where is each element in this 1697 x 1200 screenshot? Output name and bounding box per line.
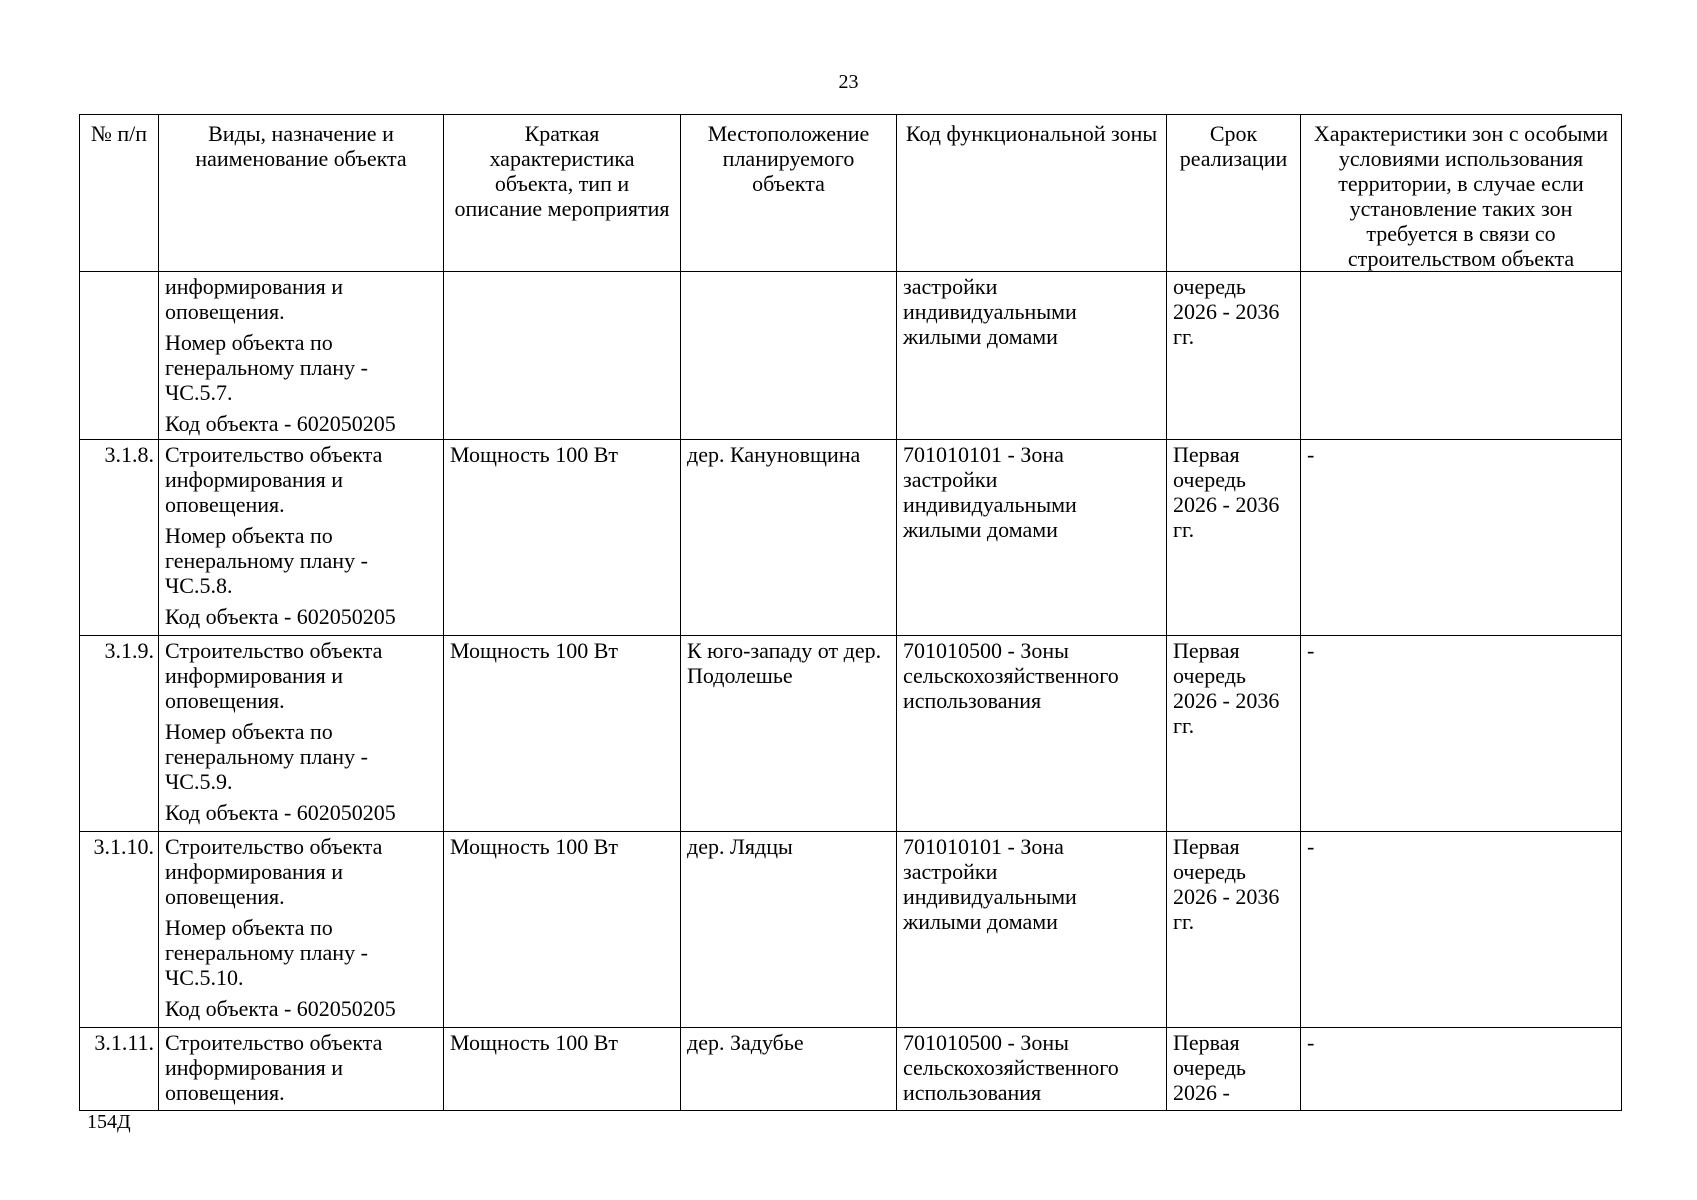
row-location xyxy=(681,272,897,440)
row-number: 3.1.11. xyxy=(80,1028,159,1111)
row-term: Первая очередь 2026 - 2036 гг. xyxy=(1167,832,1301,1028)
row-number xyxy=(80,272,159,440)
object-name-text: Строительство объекта информирования и оповещения. xyxy=(165,834,383,909)
row-zone: 701010500 - Зоны сельскохозяйственного использования xyxy=(897,636,1167,832)
row-special-zones: - xyxy=(1301,440,1622,636)
header-zone-code: Код функциональной зоны xyxy=(897,115,1167,272)
row-term: Первая очередь 2026 - 2036 гг. xyxy=(1167,636,1301,832)
row-term: очередь 2026 - 2036 гг. xyxy=(1167,272,1301,440)
page-number: 23 xyxy=(838,71,859,93)
object-code: Код объекта - 602050205 xyxy=(165,604,396,629)
row-zone: 701010101 - Зона застройки индивидуальными жилыми домами xyxy=(897,832,1167,1028)
header-location: Местоположение планируемого объекта xyxy=(681,115,897,272)
row-number: 3.1.9. xyxy=(80,636,159,832)
row-object-name xyxy=(159,272,444,440)
row-location: дер. Лядцы xyxy=(681,832,897,1028)
header-term: Срок реализации xyxy=(1167,115,1301,272)
row-number: 3.1.8. xyxy=(80,440,159,636)
document-code: 154Д xyxy=(87,1111,131,1133)
table-row xyxy=(80,1028,1622,1111)
object-code: Код объекта - 602050205 xyxy=(165,800,396,825)
planned-objects-table xyxy=(79,114,1622,1111)
table-row xyxy=(80,272,1622,440)
object-name-text: информирования и оповещения. xyxy=(165,274,343,324)
header-characteristic: Краткая характеристика объекта, тип и описание мероприятия xyxy=(444,115,681,272)
row-location: дер. Задубье xyxy=(681,1028,897,1111)
object-name-text: Строительство объекта информирования и оповещения. xyxy=(165,638,383,713)
row-location: К юго-западу от дер. Подолешье xyxy=(681,636,897,832)
row-object-name xyxy=(159,440,444,636)
row-special-zones xyxy=(1301,272,1622,440)
header-special-zones: Характеристики зон с особыми условиями использования территории, в случае если установление таких зон требуется в связи со строительством объекта xyxy=(1301,115,1622,272)
object-plan-number: Номер объекта по генеральному плану - ЧС.5.9. xyxy=(165,719,368,794)
row-characteristic: Мощность 100 Вт xyxy=(444,1028,681,1111)
table-header-row xyxy=(80,115,1622,272)
row-characteristic: Мощность 100 Вт xyxy=(444,832,681,1028)
object-code: Код объекта - 602050205 xyxy=(165,411,396,436)
object-plan-number: Номер объекта по генеральному плану - ЧС.5.7. xyxy=(165,330,368,405)
table-row xyxy=(80,440,1622,636)
header-number: № п/п xyxy=(80,115,159,272)
object-name-text: Строительство объекта информирования и оповещения. xyxy=(165,442,383,517)
row-location: дер. Кануновщина xyxy=(681,440,897,636)
row-special-zones: - xyxy=(1301,636,1622,832)
row-characteristic: Мощность 100 Вт xyxy=(444,636,681,832)
object-plan-number: Номер объекта по генеральному плану - ЧС.5.10. xyxy=(165,915,368,990)
row-zone: 701010500 - Зоны сельскохозяйственного использования xyxy=(897,1028,1167,1111)
header-object-name: Виды, назначение и наименование объекта xyxy=(159,115,444,272)
object-code: Код объекта - 602050205 xyxy=(165,996,396,1021)
row-characteristic: Мощность 100 Вт xyxy=(444,440,681,636)
row-object-name xyxy=(159,832,444,1028)
row-term: Первая очередь 2026 - xyxy=(1167,1028,1301,1111)
row-object-name xyxy=(159,1028,444,1111)
row-zone: застройки индивидуальными жилыми домами xyxy=(897,272,1167,440)
row-object-name xyxy=(159,636,444,832)
object-plan-number: Номер объекта по генеральному плану - ЧС.5.8. xyxy=(165,523,368,598)
row-special-zones: - xyxy=(1301,832,1622,1028)
table-row xyxy=(80,636,1622,832)
object-name-text: Строительство объекта информирования и оповещения. xyxy=(165,1030,383,1105)
row-special-zones: - xyxy=(1301,1028,1622,1111)
table-row xyxy=(80,832,1622,1028)
row-characteristic xyxy=(444,272,681,440)
row-zone: 701010101 - Зона застройки индивидуальными жилыми домами xyxy=(897,440,1167,636)
row-number: 3.1.10. xyxy=(80,832,159,1028)
row-term: Первая очередь 2026 - 2036 гг. xyxy=(1167,440,1301,636)
